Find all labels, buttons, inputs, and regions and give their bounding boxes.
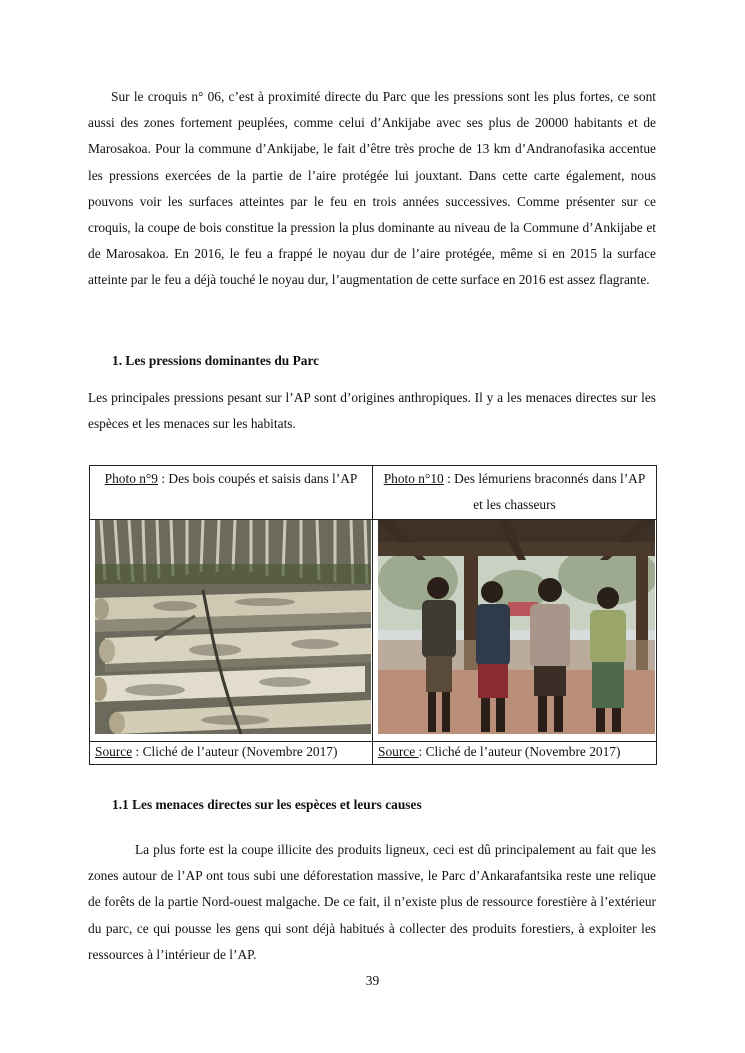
photo10-caption-text: : Des lémuriens braconnés dans l’AP et les chasseurs [443, 471, 646, 512]
photo10-source [373, 742, 657, 765]
page-number: 39 [365, 973, 380, 988]
section-heading-pressions: 1. Les pressions dominantes du Parc [112, 353, 320, 368]
paragraph-coupe-illicite: La plus forte est la coupe illicite des produits ligneux, ceci est dû principalement au fait que les zones autour de l’AP ont tous subi une déforestation massive, le Parc d’Ankarafantsika reste une relique de forêts de la partie Nord-ouest malgache. De ce fait, il n’existe plus de ressource forestière à l’extérieur du parc, ce qui pousse les gens qui sont déjà habitués à collecter des produits forestiers, à exploiter les ressources à l’intérieur de l’AP. [88, 842, 656, 962]
photo9-source [90, 742, 373, 765]
photo10-image [378, 520, 655, 734]
photo9-image [95, 520, 371, 734]
photo9-source-label: Source [95, 744, 133, 759]
photo9-label: Photo n°9 [104, 471, 158, 486]
photo9-source-text: : Cliché de l’auteur (Novembre 2017) [132, 744, 338, 759]
photo-table [89, 465, 657, 765]
photo9-caption-text: : Des bois coupés et saisis dans l’AP [158, 471, 358, 486]
photo10-source-text: : Cliché de l’auteur (Novembre 2017) [418, 744, 621, 759]
photo10-cell [373, 520, 657, 742]
paragraph-pressions-intro: Les principales pressions pesant sur l’AP sont d’origines anthropiques. Il y a les menaces directes sur les espèces et les menaces sur les habitats. [88, 390, 656, 432]
photo9-cell [90, 520, 373, 742]
section-heading-menaces: 1.1 Les menaces directes sur les espèces et leurs causes [112, 797, 422, 812]
photo9-caption [90, 466, 373, 520]
paragraph-croquis: Sur le croquis n° 06, c’est à proximité directe du Parc que les pressions sont les plus fortes, ce sont aussi des zones fortement peuplées, comme celui d’Ankijabe avec ses plus de 20000 habitants et de Marosakoa. Pour la commune d’Ankijabe, le fait d’être très proche de 13 km d’Andranofasika accentue les pressions exercées de la partie de l’aire protégée lui jouxtant. Dans cette carte également, nous pouvons voir les surfaces atteintes par le feu en trois années successives. Comme présenter sur ce croquis, la coupe de bois constitue la pression la plus dominante au niveau de la Commune d’Ankijabe et de Marosakoa. En 2016, le feu a frappé le noyau dur de l’aire protégée, même si en 2015 la surface atteinte par le feu a déjà touché le noyau dur, l’augmentation de cette surface en 2016 est assez flagrante. [88, 89, 656, 288]
photo10-source-label: Source [378, 744, 419, 759]
photo10-caption [373, 466, 657, 520]
photo10-label: Photo n°10 [383, 471, 444, 486]
